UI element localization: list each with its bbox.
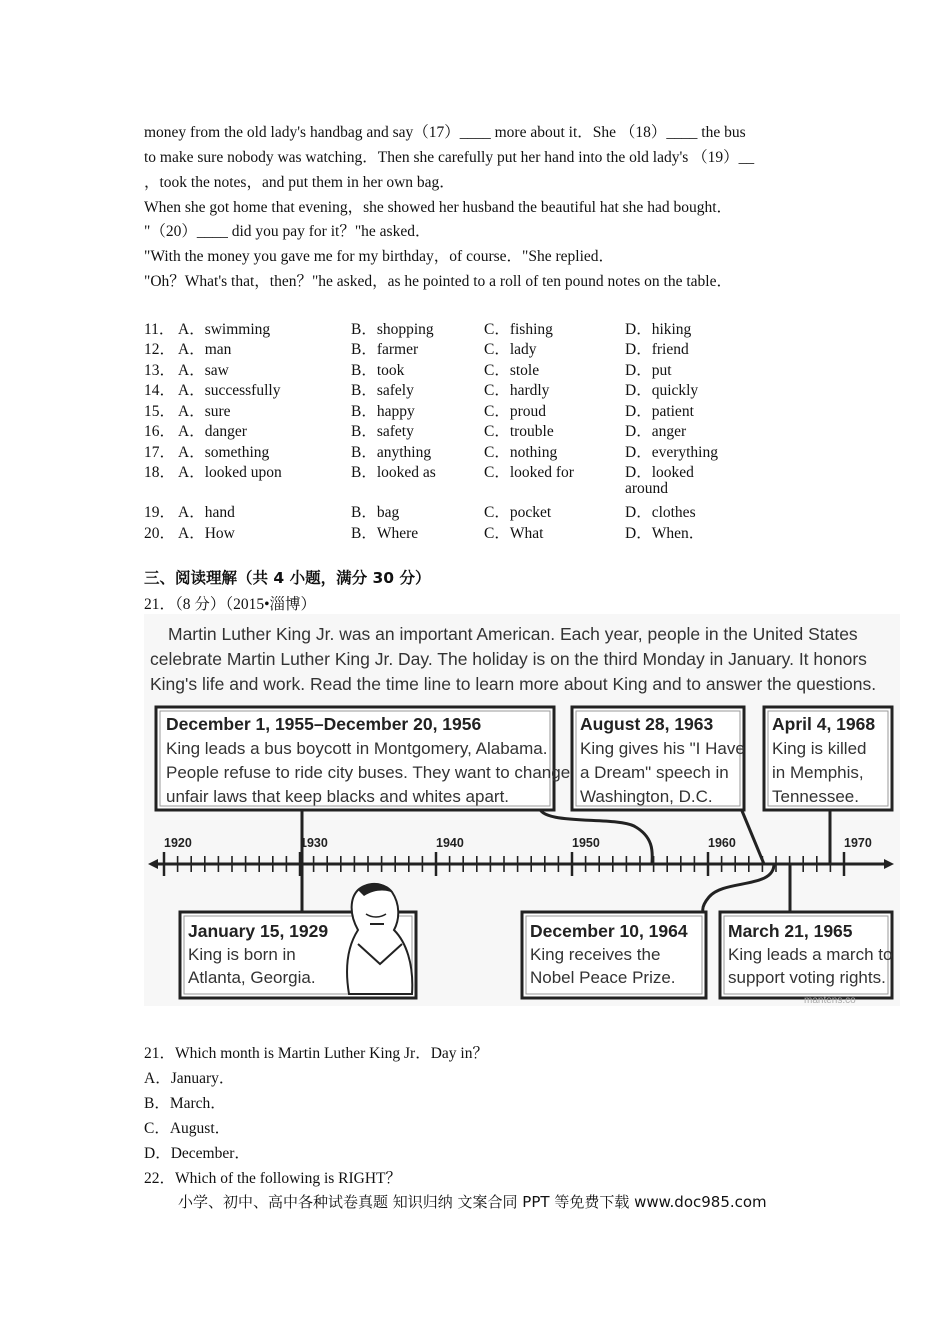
option-c: C．fishing — [484, 321, 553, 338]
event-text: King receives the — [530, 945, 661, 964]
event-date: January 15, 1929 — [188, 921, 329, 941]
event-text: Washington, D.C. — [580, 787, 713, 806]
option-number: 12． — [144, 341, 176, 358]
option-a: A．swimming — [178, 321, 271, 338]
event-date: December 10, 1964 — [530, 921, 688, 941]
intro-line-1: Martin Luther King Jr. was an important American. Each year, people in the United States — [168, 624, 858, 644]
event-box-dream-speech — [572, 707, 745, 810]
option-b: B．bag — [351, 504, 400, 521]
event-text: King leads a bus boycott in Montgomery, Alabama. — [166, 739, 548, 758]
passage-line-4: When she got home that evening，she showed her husband the beautiful hat she had bought． — [144, 199, 733, 216]
option-number: 19． — [144, 504, 176, 521]
option-c: C．What — [484, 525, 544, 542]
option-row-18 — [144, 460, 844, 500]
event-date: August 28, 1963 — [580, 714, 714, 734]
answer-d: D．December． — [144, 1145, 250, 1162]
event-date: December 1, 1955–December 20, 1956 — [166, 714, 482, 734]
option-number: 15． — [144, 403, 176, 420]
option-row-14 — [144, 378, 844, 398]
option-c: C．hardly — [484, 382, 550, 399]
option-a: A．saw — [178, 362, 229, 379]
passage-line-3: ，took the notes，and put them in her own bag． — [144, 174, 455, 191]
option-d: D．hiking — [625, 321, 692, 338]
option-row-13 — [144, 358, 844, 378]
event-text: Atlanta, Georgia. — [188, 968, 316, 987]
option-row-11 — [144, 317, 844, 337]
option-a: A．danger — [178, 423, 247, 440]
event-text: King gives his "I Have — [580, 739, 745, 758]
event-text: King is killed — [772, 739, 867, 758]
event-text: Nobel Peace Prize. — [530, 968, 676, 987]
option-number: 14． — [144, 382, 176, 399]
option-c: C．stole — [484, 362, 540, 379]
intro-line-2: celebrate Martin Luther King Jr. Day. The holiday is on the third Monday in January. It honors — [150, 649, 867, 669]
option-number: 11． — [144, 321, 175, 338]
passage-line-2: to make sure nobody was watching．Then she carefully put her hand into the old lady's （19）__ — [144, 149, 755, 166]
passage-line-7: "Oh？What's that，then？"he asked，as he pointed to a roll of ten pound notes on the table． — [144, 273, 732, 290]
event-text: in Memphis, — [772, 763, 864, 782]
event-text: support voting rights. — [728, 968, 886, 987]
option-d-wrap: around — [625, 480, 669, 497]
axis-label-1950: 1950 — [572, 836, 600, 850]
event-text: People refuse to ride city buses. They want to change — [166, 763, 571, 782]
intro-line-3: King's life and work. Read the time line to learn more about King and to answer the questions. — [150, 674, 877, 694]
timeline-figure — [144, 614, 900, 1006]
event-box-march — [720, 912, 892, 998]
option-d: D．clothes — [625, 504, 696, 521]
option-d: D．everything — [625, 444, 718, 461]
option-d: D．quickly — [625, 382, 699, 399]
event-text: King leads a march to — [728, 945, 893, 964]
option-b: B．Where — [351, 525, 419, 542]
option-a: A．successfully — [178, 382, 281, 399]
option-b: B．looked as — [351, 464, 436, 481]
option-a: A．looked upon — [178, 464, 282, 481]
option-b: B．farmer — [351, 341, 419, 358]
page-footer: 小学、初中、高中各种试卷真题 知识归纳 文案合同 PPT 等免费下载 www.doc985.com — [178, 1193, 767, 1211]
option-c: C．pocket — [484, 504, 552, 521]
question-tag: 21．（8 分）（2015•淄博） — [144, 596, 317, 613]
option-b: B．took — [351, 362, 405, 379]
option-d: D．patient — [625, 403, 694, 420]
axis-label-1940: 1940 — [436, 836, 464, 850]
option-row-12 — [144, 337, 844, 357]
option-a: A．man — [178, 341, 232, 358]
option-b: B．safety — [351, 423, 414, 440]
event-date: April 4, 1968 — [772, 714, 876, 734]
passage-line-1: money from the old lady's handbag and say（17）____ more about it．She （18）____ the bus — [144, 124, 746, 141]
option-c: C．proud — [484, 403, 547, 420]
axis-label-1920: 1920 — [164, 836, 192, 850]
option-a: A．something — [178, 444, 270, 461]
option-b: B．anything — [351, 444, 432, 461]
option-c: C．trouble — [484, 423, 554, 440]
passage-line-5: "（20）____ did you pay for it？"he asked． — [144, 223, 431, 240]
event-box-killed — [764, 707, 892, 810]
option-a: A．sure — [178, 403, 231, 420]
option-number: 16． — [144, 423, 176, 440]
option-c: C．lady — [484, 341, 537, 358]
question-21: 21．Which month is Martin Luther King Jr．Day in？ — [144, 1045, 488, 1062]
option-number: 17． — [144, 444, 176, 461]
section-heading: 三、阅读理解（共 4 小题，满分 30 分） — [144, 569, 431, 587]
option-a: A．hand — [178, 504, 235, 521]
option-number: 20． — [144, 525, 176, 542]
answer-c: C．August． — [144, 1120, 231, 1137]
answer-b: B．March． — [144, 1095, 226, 1112]
option-b: B．safely — [351, 382, 414, 399]
event-box-nobel — [522, 912, 706, 998]
option-number: 13． — [144, 362, 176, 379]
option-c: C．looked for — [484, 464, 574, 481]
event-text: King is born in — [188, 945, 296, 964]
option-b: B．shopping — [351, 321, 434, 338]
option-d: D．looked — [625, 464, 694, 481]
question-22: 22．Which of the following is RIGHT？ — [144, 1170, 402, 1187]
event-text: a Dream" speech in — [580, 763, 729, 782]
option-d: D．anger — [625, 423, 687, 440]
option-row-19 — [144, 500, 844, 520]
option-d: D．When． — [625, 525, 705, 542]
option-row-16 — [144, 419, 844, 439]
option-a: A．How — [178, 525, 235, 542]
event-date: March 21, 1965 — [728, 921, 853, 941]
option-row-17 — [144, 440, 844, 460]
option-row-20 — [144, 521, 844, 541]
option-d: D．put — [625, 362, 672, 379]
option-number: 18． — [144, 464, 176, 481]
event-box-bus-boycott — [156, 707, 570, 810]
option-row-15 — [144, 399, 844, 419]
event-text: unfair laws that keep blacks and whites apart. — [166, 787, 510, 806]
watermark: mantens.co — [804, 995, 856, 1006]
option-b: B．happy — [351, 403, 415, 420]
passage-line-6: "With the money you gave me for my birthday，of course．"She replied． — [144, 248, 615, 265]
option-c: C．nothing — [484, 444, 558, 461]
answer-a: A．January． — [144, 1070, 235, 1087]
axis-label-1960: 1960 — [708, 836, 736, 850]
event-text: Tennessee. — [772, 787, 859, 806]
option-d: D．friend — [625, 341, 689, 358]
axis-label-1970: 1970 — [844, 836, 872, 850]
axis-label-1930: 1930 — [300, 836, 328, 850]
